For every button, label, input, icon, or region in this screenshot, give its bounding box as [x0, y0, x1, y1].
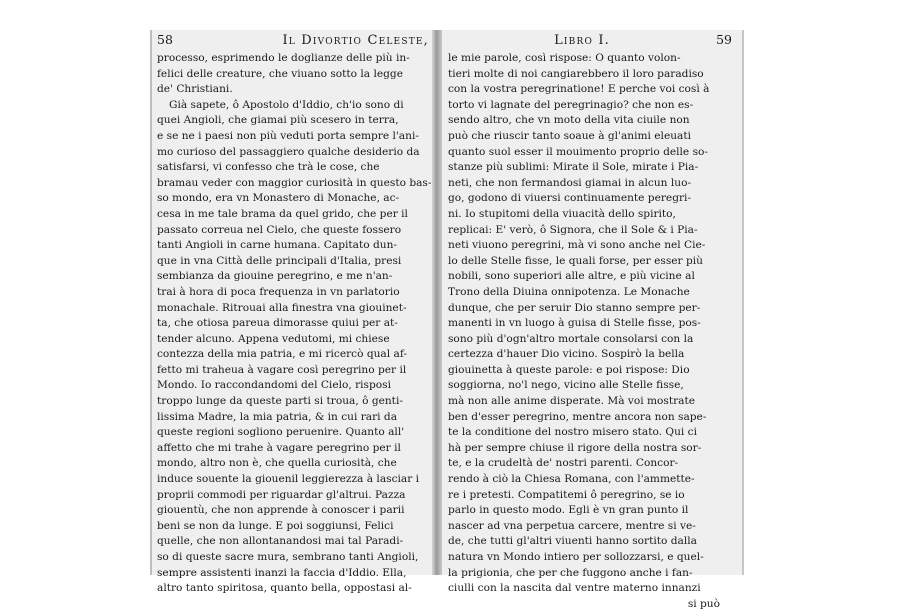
text-line: nobili, sono superiori alle altre, e più vicine al — [448, 270, 695, 283]
catchword: si può — [687, 597, 720, 610]
text-line: Mondo. Io raccondandomi del Cielo, risposi — [157, 379, 391, 392]
text-line: tanti Angioli in carne humana. Capitato dun- — [157, 239, 397, 252]
text-line: e se ne i paesi non più veduti porta sempre l'ani- — [157, 129, 419, 142]
text-line: so di queste sacre mura, sembrano tanti Angioli, — [157, 551, 419, 563]
text-line: parlo in questo modo. Egli è vn gran punto il — [448, 504, 689, 517]
text-line: ben d'esser peregrino, mentre ancora non sape- — [448, 410, 707, 423]
right-running-head — [448, 32, 732, 48]
text-line: neti viuono peregrini, mà vi sono anche nel Cie- — [448, 239, 706, 252]
text-line: Trono della Diuina onnipotenza. Le Monache — [448, 285, 690, 298]
text-line: sendo altro, che vn moto della vita ciuile non — [448, 114, 690, 127]
book-gutter — [432, 30, 442, 575]
text-line: re i pretesti. Compatitemi ô peregrino, se io — [448, 488, 685, 501]
text-line: so mondo, era vn Monastero di Monache, ac- — [157, 192, 400, 205]
text-line: que in vna Città delle principali d'Italia, presi — [157, 254, 402, 267]
text-line: mà non alle anime disperate. Mà voi mostrate — [448, 395, 696, 408]
text-line: ta, che otiosa pareua dimorasse quiui per at- — [157, 317, 398, 330]
text-line: mondo, altro non è, che quella curiosità, che — [157, 457, 397, 470]
text-line: fetto mi traheua à vagare così peregrino per il — [157, 363, 407, 376]
text-line: manenti in vn luogo à guisa di Stelle fisse, pos- — [448, 317, 701, 330]
text-line: giouentù, che non apprende à conoscer i parii — [157, 504, 405, 517]
text-line: quei Angioli, che giamai più scesero in terra, — [157, 114, 399, 127]
text-line: la prigionia, che per che fuggono anche i fan- — [448, 566, 693, 579]
text-line: contezza della mia patria, e mi ricercò qual af- — [157, 348, 407, 361]
text-line: le mie parole, così rispose: O quanto volon- — [448, 52, 681, 64]
left-page — [157, 30, 432, 595]
text-line: cesa in me tale brama da quel grido, che per il — [157, 207, 408, 220]
text-line: de' Christiani. — [157, 83, 233, 96]
text-line: neti, che non fermandosi giamai in alcun luo- — [448, 176, 692, 189]
text-line: processo, esprimendo le doglianze delle più in- — [157, 52, 410, 64]
text-line: te, e la crudeltà de' nostri parenti. Concor- — [448, 457, 679, 470]
text-line: dunque, che per seruir Dio stanno sempre per- — [448, 301, 701, 314]
text-line: de, che tutti gl'altri viuenti hanno sortito dalla — [448, 535, 697, 548]
text-line: nascer ad vna perpetua carcere, mentre si ve- — [448, 519, 696, 532]
text-line: satisfarsi, vi confesso che trà le cose, che — [157, 161, 380, 174]
text-line: può che riuscir tanto soaue à gl'animi eleuati — [448, 129, 691, 142]
text-line: certezza d'hauer Dio vicino. Sospirò la bella — [448, 348, 685, 361]
text-line: trai à hora di poca frequenza in vn parlatorio — [157, 285, 400, 298]
text-line: replicai: E' verò, ô Signora, che il Sole & i Pia- — [448, 223, 698, 236]
text-line: tender alcuno. Appena vedutomi, mi chiese — [157, 332, 390, 345]
text-line: con la vostra peregrinatione! E perche voi così à — [448, 83, 710, 96]
text-line: sembianza da giouine peregrino, e me n'an- — [157, 270, 393, 283]
text-line: stanze più sublimi: Mirate il Sole, mirate i Pia- — [448, 161, 699, 174]
text-line: ni. Io stupitomi della viuacità dello spirito, — [448, 207, 676, 220]
text-line: giouinetta à queste parole: e poi rispose: Dio — [448, 363, 690, 376]
text-line: quelle, che non allontanandosi mai tal Paradi- — [157, 535, 404, 548]
text-line: soggiorna, no'l nego, vicino alle Stelle fisse, — [448, 379, 684, 392]
left-running-head — [157, 32, 429, 48]
text-line: torto vi lagnate del peregrinagio? che non es- — [448, 98, 694, 111]
text-line: sono più d'ogn'altro mortale consolarsi con la — [448, 332, 694, 345]
text-line: Già sapete, ô Apostolo d'Iddio, ch'io sono di — [169, 98, 404, 111]
text-line: lissima Madre, la mia patria, & in cui rari da — [157, 410, 398, 423]
text-line: felici delle creature, che viuano sotto la legge — [157, 67, 403, 80]
right-page — [448, 30, 732, 610]
text-line: monachale. Ritrouai alla finestra vna giouinet- — [157, 301, 407, 314]
text-line: quanto suol esser il mouimento proprio delle so- — [448, 145, 708, 158]
text-line: rendo à ciò la Chiesa Romana, con l'ammette- — [448, 473, 695, 486]
text-line: go, godono di viuersi continuamente peregri- — [448, 192, 692, 205]
text-line: affetto che mi trahe à vagare peregrino per il — [157, 441, 401, 454]
text-line: proprii commodi per riguardar gl'altrui. Pazza — [157, 488, 406, 501]
text-line: bramau veder con maggior curiosità in questo bas- — [157, 176, 432, 189]
right-running-title: Libro I. — [554, 33, 611, 48]
text-line: sempre assistenti inanzi la faccia d'Iddio. Ella, — [157, 566, 407, 579]
text-line: queste regioni sogliono peruenire. Quanto all' — [157, 426, 405, 439]
text-line: te la conditione del nostro misero stato. Qui ci — [448, 426, 697, 439]
right-page-number: 59 — [716, 32, 732, 47]
text-line: induce souente la giouenil leggierezza à lasciar i — [157, 473, 420, 486]
text-line: lo delle Stelle fisse, le quali forse, per esser più — [448, 254, 703, 267]
text-line: hà per sempre chiuse il rigore della nostra sor- — [448, 441, 702, 454]
text-line: natura vn Mondo intiero per sollozzarsi, e quel- — [448, 551, 704, 563]
text-line: mo curioso del passaggiero qualche desiderio da — [157, 145, 420, 158]
left-page-number: 58 — [157, 32, 173, 47]
left-page-text — [157, 51, 432, 597]
text-line: tieri molte di noi cangiarebbero il loro paradiso — [448, 67, 704, 80]
text-line: troppo lunge da queste parti si troua, ô genti- — [157, 395, 403, 408]
text-line: beni se non da lunge. E poi soggiunsi, Felici — [157, 519, 394, 532]
text-line: passato correua nel Cielo, che queste fossero — [157, 223, 402, 236]
left-running-title: Il Divortio Celeste, — [282, 33, 429, 48]
text-line: altro tanto spiritosa, quanto bella, oppostasi al- — [157, 582, 412, 595]
right-page-text — [448, 51, 732, 597]
text-line: ciulli con la nascita dal ventre materno innanzi — [448, 582, 701, 595]
